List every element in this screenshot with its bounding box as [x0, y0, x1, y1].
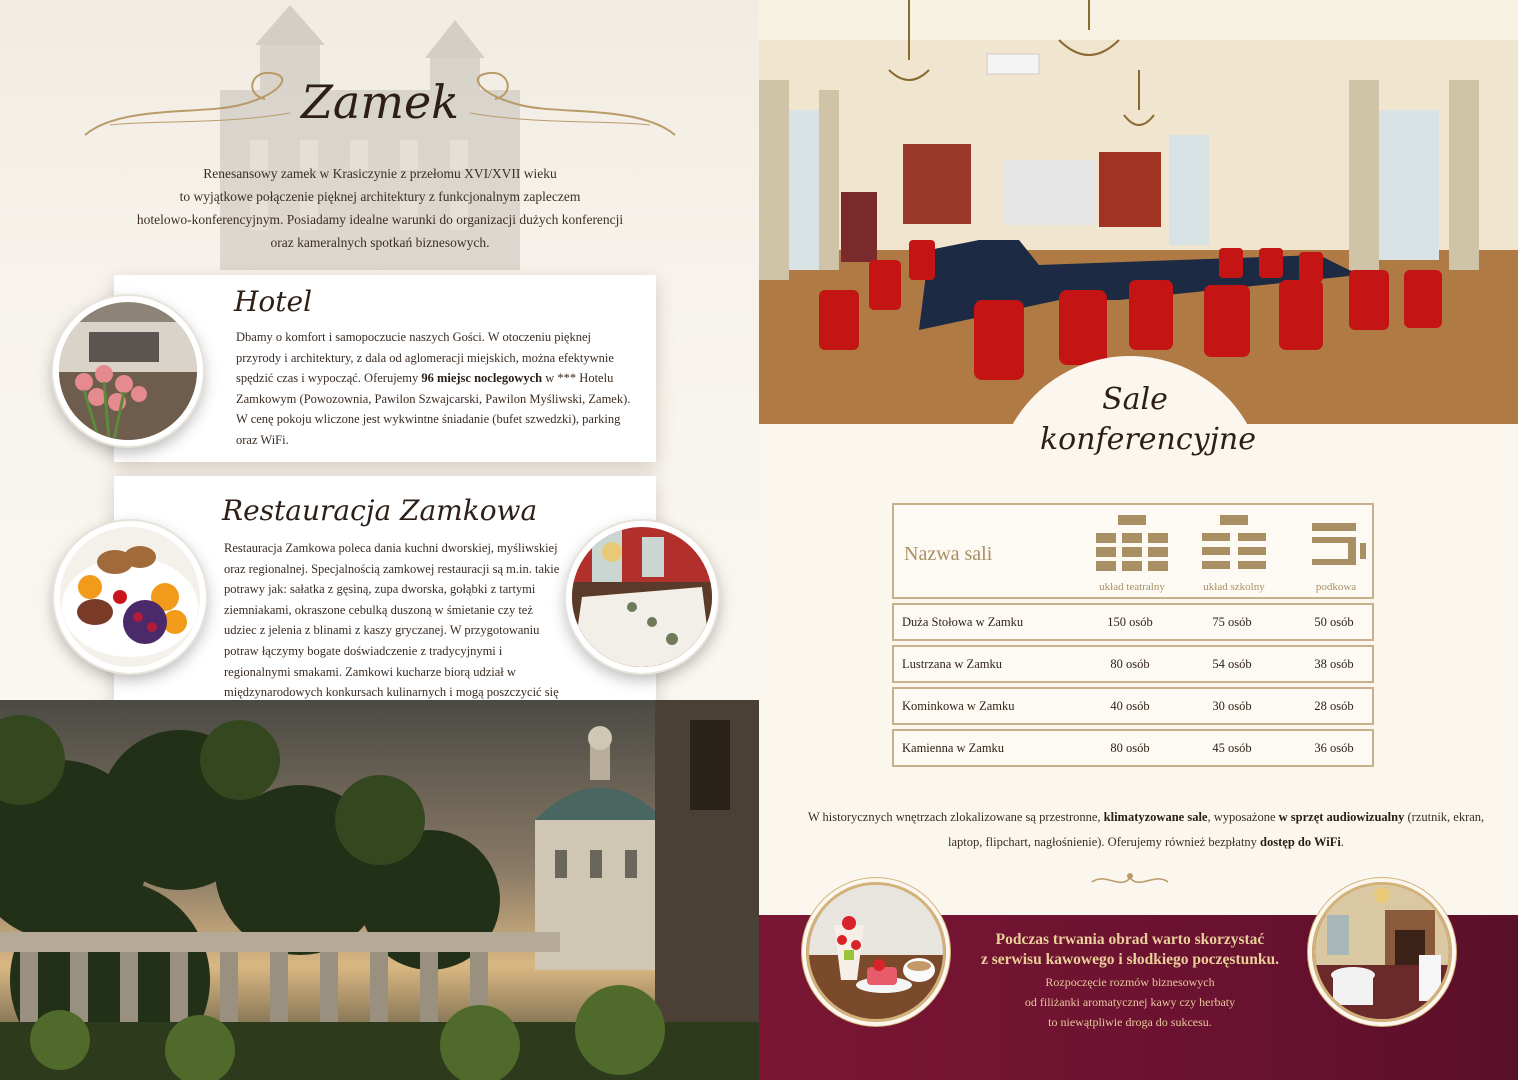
- hotel-description: [236, 327, 636, 451]
- desc-text: (rzutnik, ekran, laptop, flipchart, nagłośnienie). Oferujemy również bezpłatny: [948, 810, 1485, 849]
- horseshoe-capacity: 28 osób: [1314, 699, 1354, 713]
- school-capacity: 45 osób: [1212, 741, 1252, 755]
- room-name: Duża Stołowa w Zamku: [902, 615, 1024, 629]
- desc-bold: klimatyzowane sale: [1103, 810, 1208, 824]
- horseshoe-capacity: 38 osób: [1314, 657, 1354, 671]
- desc-text: , wyposażone: [1207, 810, 1279, 824]
- coffee-text-line: to niewątpliwie droga do sukcesu.: [1048, 1015, 1212, 1029]
- flourish-right-decoration: [460, 65, 680, 145]
- theatre-capacity: 40 osób: [1110, 699, 1150, 713]
- school-layout-column: [1184, 513, 1284, 593]
- coffee-text-line: od filiżanki aromatycznej kawy czy herbaty: [1024, 995, 1236, 1009]
- intro-paragraph: [100, 162, 660, 254]
- theatre-layout-column: [1082, 513, 1182, 593]
- room-name: Kominkowa w Zamku: [902, 699, 1015, 713]
- hotel-text-part: w *** Hotelu Zamkowym (Powozownia, Pawilon Szwajcarski, Pawilon Myśliwski, Zamek). W cenę pokoju wliczone jest wykwintne śniadanie (bufet szwedzki), parking oraz WiFi.: [236, 371, 631, 447]
- castle-garden-photo: [0, 700, 759, 1080]
- desc-bold: w sprzęt audiowizualny: [1278, 810, 1405, 824]
- horseshoe-layout-label: podkowa: [1315, 581, 1357, 593]
- title-sale-line1: Sale: [1102, 382, 1168, 417]
- food-dish-photo: [54, 521, 206, 673]
- coffee-title-line2: z serwisu kawowego i słodkiego poczęstunku.: [981, 951, 1279, 968]
- capacity-table-header: [892, 503, 1374, 599]
- ornament-divider: [1090, 868, 1170, 894]
- table-row: [892, 603, 1374, 641]
- school-capacity: 75 osób: [1212, 615, 1252, 629]
- horseshoe-layout-icon: [1286, 513, 1386, 573]
- banquet-hall-photo: [566, 521, 718, 673]
- intro-line: oraz kameralnych spotkań biznesowych.: [270, 235, 490, 250]
- table-row: [892, 645, 1374, 683]
- school-capacity: 54 osób: [1212, 657, 1252, 671]
- intro-line: Renesansowy zamek w Krasiczynie z przełomu XVI/XVII wieku: [203, 166, 557, 181]
- table-row: [892, 687, 1374, 725]
- lounge-room-photo: [1312, 882, 1452, 1022]
- title-sale-line2: konferencyjne: [1040, 422, 1256, 457]
- page-title-sale: [1040, 380, 1256, 460]
- restaurant-description: Restauracja Zamkowa poleca dania kuchni dworskiej, myśliwskiej oraz regionalnej. Specjalnością zamkowej restauracji są m.in. takie potrawy jak: sałatka z gęsiną, zupa dworska, gołąbki z tartymi ziemniakami, okraszone cebulką duszoną w śmietanie czy też udziec z jelenia z blinami z kaszy gryczanej. W przygotowaniu potraw łączymy bogate doświadczenie z tradycyjnymi i regionalnymi smakami. Zamkowi kucharze biorą udział w międzynarodowych konkursach kulinarnych i mogą poszczycić się: [224, 541, 560, 700]
- horseshoe-capacity: 36 osób: [1314, 741, 1354, 755]
- theatre-layout-label: układ teatralny: [1099, 581, 1165, 593]
- coffee-text-line: Rozpoczęcie rozmów biznesowych: [1045, 975, 1215, 989]
- hotel-title: Hotel: [234, 285, 313, 318]
- conference-rooms-description: [800, 805, 1492, 855]
- hotel-text-bold: 96 miejsc noclegowych: [421, 371, 543, 386]
- theatre-layout-icon: [1082, 513, 1182, 573]
- school-layout-label: układ szkolny: [1203, 581, 1265, 593]
- hotel-room-photo: [53, 296, 203, 446]
- school-layout-icon: [1184, 513, 1284, 573]
- page-title-zamek: Zamek: [300, 75, 460, 129]
- intro-line: hotelowo-konferencyjnym. Posiadamy idealne warunki do organizacji dużych konferencji: [136, 212, 624, 227]
- desc-bold: dostęp do WiFi: [1260, 835, 1341, 849]
- horseshoe-layout-column: [1286, 513, 1386, 593]
- intro-line: to wyjątkowe połączenie pięknej architektury z funkcjonalnym zapleczem: [179, 189, 581, 204]
- room-name: Lustrzana w Zamku: [902, 657, 1002, 671]
- coffee-service-text: [980, 972, 1280, 1032]
- desserts-photo: [806, 882, 946, 1022]
- room-name-header: Nazwa sali: [904, 543, 993, 565]
- coffee-service-title: [960, 930, 1300, 970]
- hotel-text-part: Dbamy o komfort i samopoczucie naszych Gości. W otoczeniu pięknej przyrody i architektury, z dala od aglomeracji miejskich, można efektywnie spędzić czas i wypocząć. Oferujemy: [236, 330, 614, 386]
- theatre-capacity: 150 osób: [1107, 615, 1153, 629]
- table-row: [892, 729, 1374, 767]
- theatre-capacity: 80 osób: [1110, 741, 1150, 755]
- coffee-title-line1: Podczas trwania obrad warto skorzystać: [995, 931, 1265, 948]
- desc-text: .: [1340, 835, 1344, 849]
- theatre-capacity: 80 osób: [1110, 657, 1150, 671]
- restaurant-title: Restauracja Zamkowa: [222, 494, 538, 527]
- horseshoe-capacity: 50 osób: [1314, 615, 1354, 629]
- school-capacity: 30 osób: [1212, 699, 1252, 713]
- desc-text: W historycznych wnętrzach zlokalizowane są przestronne,: [807, 810, 1104, 824]
- room-name: Kamienna w Zamku: [902, 741, 1005, 755]
- flourish-left-decoration: [80, 65, 300, 145]
